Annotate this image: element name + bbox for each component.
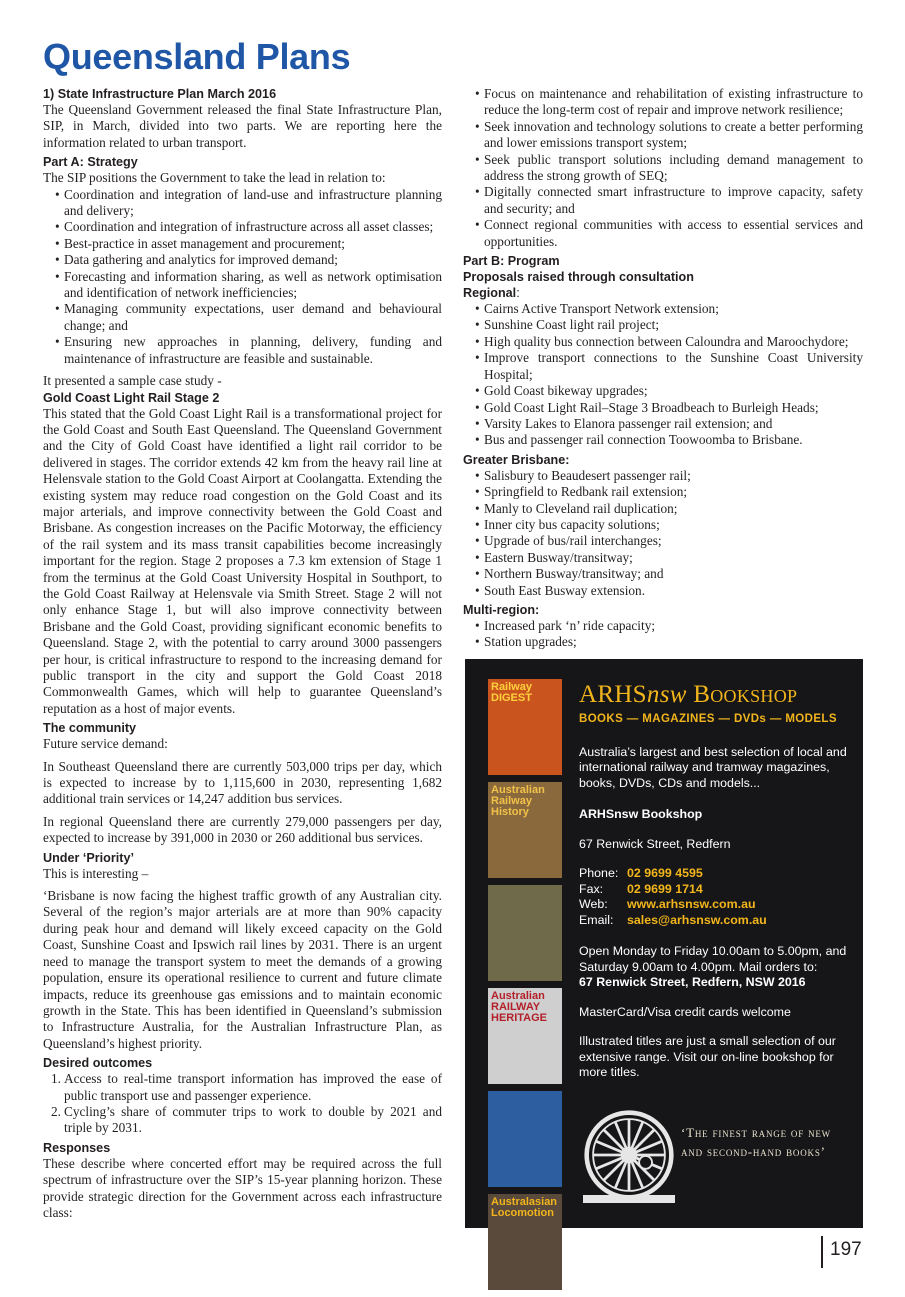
paragraph-interesting: This is interesting –: [43, 865, 149, 881]
contact-label: Fax:: [579, 881, 604, 896]
paragraph-gold-coast-light-rail: This stated that the Gold Coast Light Rail is a transformational project for the Gold Coast and South East Queensland. The Queensland Government and the City of Gold Coast have identified a light rail corridor to be delivered in stages. The corridor extends 42 km from the heavy rail line at Helensvale station to the Gold Coast Airport at Coolangatta. Extending the existing system may reduce road congestion on the Gold Coast and its major arterials, and improve connectivity between the Gold Coast and Brisbane. As congestion increases on the Pacific Motorway, the efficiency of the rail system and its mass transit capabilities become increasingly important for the region. Stage 2 proposes a 7.3 km extension of Stage 1 from the terminus at the Gold Coast University Hospital in Southport, to the Gold Coast Railway at Helensvale via Smith Street. Stage 2 will not only enhance Stage 1, but will also improve connectivity between Brisbane and the Gold Coast, providing significant economic benefits to Queensland. Stage 2, with the potential to carry around 3000 passengers per hour, is critical infrastructure to respond to the increasing demand for public transport in the city and support the Gold Coast 2018 Commonwealth Games, which will help to guarantee Queensland’s reputation as a host of major events.: [43, 405, 442, 716]
heading-part-a: Part A: Strategy: [43, 155, 138, 170]
ad-subtitle: BOOKS — MAGAZINES — DVDs — MODELS: [579, 713, 837, 725]
list-item: • Salisbury to Beaudesert passenger rail;: [463, 468, 863, 484]
heading-sip: 1) State Infrastructure Plan March 2016: [43, 87, 277, 101]
ad-title-part: ARHS: [579, 681, 647, 708]
ad-title-part: nsw: [646, 681, 687, 708]
heading-greater-brisbane: Greater Brisbane:: [463, 452, 570, 467]
list-item: • Increased park ‘n’ ride capacity;: [463, 618, 863, 634]
book-title: Railway DIGEST: [491, 681, 532, 704]
heading-community: The community: [43, 721, 137, 736]
strategy-list: [43, 187, 442, 367]
list-item: • Coordination and integration of land-use and infrastructure planning and delivery;: [43, 187, 442, 220]
ad-title: [579, 681, 851, 709]
list-number: 1.: [51, 1071, 61, 1087]
list-number: 2.: [51, 1103, 61, 1119]
heading-priority: Under ‘Priority’: [43, 850, 134, 865]
ad-text: [579, 681, 851, 1081]
heading-regional-colon: :: [516, 286, 520, 301]
heading-regional-text: Regional: [463, 286, 517, 301]
regional-list: [463, 301, 863, 449]
heading-desired-outcomes: Desired outcomes: [43, 1056, 153, 1071]
heading-proposals: Proposals raised through consultation: [463, 270, 694, 285]
contact-label: Email:: [579, 912, 614, 927]
phone-number[interactable]: 02 9699 4595: [627, 866, 703, 880]
list-item: • Bus and passenger rail connection Toowoomba to Brisbane.: [463, 432, 863, 448]
ad-quote: ‘The finest range of new and second-hand books’: [681, 1125, 831, 1159]
list-item: • Forecasting and information sharing, as well as network optimisation and identification of network inefficiencies;: [43, 269, 442, 302]
contact-fax: [579, 882, 851, 898]
contact-web: [579, 897, 851, 913]
list-item: • Sunshine Coast light rail project;: [463, 317, 863, 333]
book-covers: [488, 679, 562, 1297]
paragraph-seq-trips: In Southeast Queensland there are currently 503,000 trips per day, which is expected to increase by to 1,115,600 in 2030, representing 1,682 additional train services or 14,247 addition bus services.: [43, 758, 442, 807]
email-link[interactable]: sales@arhsnsw.com.au: [627, 912, 767, 927]
contact-phone: [579, 866, 851, 882]
wheel-nameplate: [583, 1195, 675, 1203]
list-item: • Gold Coast Light Rail–Stage 3 Broadbeach to Burleigh Heads;: [463, 400, 863, 416]
list-item: • Best-practice in asset management and procurement;: [43, 236, 442, 252]
list-item: • Data gathering and analytics for improved demand;: [43, 252, 442, 268]
website-link[interactable]: www.arhsnsw.com.au: [627, 897, 756, 911]
list-item: • Coordination and integration of infrastructure across all asset classes;: [43, 219, 442, 235]
heading-responses: Responses: [43, 1140, 111, 1155]
contact-email: [579, 913, 851, 929]
list-item: • Ensuring new approaches in planning, delivery, funding and maintenance of infrastructure are feasible and sustainable.: [43, 334, 442, 367]
list-item: • Improve transport connections to the Sunshine Coast University Hospital;: [463, 350, 863, 383]
heading-part-b: Part B: Program: [463, 254, 560, 269]
shop-name: ARHSnsw Bookshop: [579, 807, 703, 821]
selection-note: Illustrated titles are just a small selection of our extensive range. Visit our on-line bookshop for more titles.: [579, 1034, 836, 1079]
multi-region-list: [463, 618, 863, 651]
book-title: Australian RAILWAY HERITAGE: [491, 990, 548, 1024]
opening-hours: Open Monday to Friday 10.00am to 5.00pm, and Saturday 9.00am to 4.00pm. Mail orders to:: [579, 944, 847, 974]
paragraph-strategy-intro: The SIP positions the Government to take the lead in relation to:: [43, 170, 386, 186]
contact-label: Phone:: [579, 866, 619, 880]
heading-regional: [463, 285, 863, 301]
list-item: • Digitally connected smart infrastructure to improve capacity, safety and security; and: [463, 184, 863, 217]
list-item: [43, 1104, 442, 1137]
fax-number: 02 9699 1714: [627, 881, 703, 896]
page-title: Queensland Plans: [43, 36, 351, 77]
list-item: [43, 1071, 442, 1104]
book-cover: [488, 679, 562, 775]
book-title: Australian Railway History: [491, 784, 545, 818]
list-item: • Upgrade of bus/rail interchanges;: [463, 533, 863, 549]
locomotive-wheel-icon: [583, 1109, 675, 1201]
page-number-divider: [821, 1236, 823, 1268]
list-item: • Cairns Active Transport Network extension;: [463, 301, 863, 317]
book-cover: [488, 885, 562, 981]
responses-list: [463, 86, 863, 250]
list-item: • Springfield to Redbank rail extension;: [463, 484, 863, 500]
list-item: • Gold Coast bikeway upgrades;: [463, 383, 863, 399]
list-item: • Seek innovation and technology solutions to create a better performing and lower emissions transport system;: [463, 119, 863, 152]
contact-block: [579, 866, 851, 928]
heading-multi-region: Multi-region:: [463, 602, 540, 617]
list-text: Access to real-time transport information has improved the ease of public transport use and passenger experience.: [64, 1071, 442, 1103]
paragraph-future-demand: Future service demand:: [43, 736, 168, 752]
ad-title-part: Bookshop: [686, 681, 798, 708]
list-item: • South East Busway extension.: [463, 583, 863, 599]
list-item: • Focus on maintenance and rehabilitation of existing infrastructure to reduce the long-term cost of repair and improve network resilience;: [463, 86, 863, 119]
book-title: Australasian Locomotion: [491, 1196, 558, 1219]
list-item: • High quality bus connection between Caloundra and Maroochydore;: [463, 334, 863, 350]
right-column: [463, 86, 863, 651]
page-number: 197: [830, 1239, 862, 1260]
paragraph-priority-quote: ‘Brisbane is now facing the highest traffic growth of any Australian city. Several of the region’s major arterials are at more than 90% capacity during peak hour and demand will likely exceed capacity on the Gold Coast, Sunshine Coast and Ipswich rail lines by 2031. There is an urgent need to manage the transport system to meet the demands of a growing population, ensure its operational resilience to current and future climate impacts, reduce its greenhouse gas emissions and to maintain economic growth in the State. This has been identified in Queensland’s submission to Infrastructure Australia, for the Australian Infrastructure Plan, as Queensland’s highest priority.: [43, 888, 442, 1051]
paragraph-responses: These describe where concerted effort may be required across the full spectrum of infrastructure over the SIP’s 15-year planning horizon. These provide strategic direction for the Government across each infrastructure class:: [43, 1155, 442, 1220]
list-item: • Seek public transport solutions including demand management to address the strong growth of SEQ;: [463, 152, 863, 185]
contact-label: Web:: [579, 897, 608, 911]
outcomes-list: [43, 1071, 442, 1137]
list-item: • Connect regional communities with access to essential services and opportunities.: [463, 217, 863, 250]
heading-gold-coast-light-rail: Gold Coast Light Rail Stage 2: [43, 390, 220, 405]
book-cover: [488, 988, 562, 1084]
list-item: • Managing community expectations, user demand and behavioural change; and: [43, 301, 442, 334]
paragraph-regional-passengers: In regional Queensland there are currently 279,000 passengers per day, expected to increase by 391,000 in 2030 or 260 additional bus services.: [43, 813, 442, 846]
ad-intro: Australia’s largest and best selection of local and international railway and tramway magazines, books, DVDs, CDs and models...: [579, 744, 847, 790]
book-cover: [488, 782, 562, 878]
paragraph-sip-intro: The Queensland Government released the final State Infrastructure Plan, SIP, in March, divided into two parts. We are reporting here the information related to urban transport.: [43, 102, 442, 150]
cards-note: MasterCard/Visa credit cards welcome: [579, 1004, 791, 1019]
bookshop-advertisement: [465, 659, 863, 1228]
list-item: • Varsity Lakes to Elanora passenger rail extension; and: [463, 416, 863, 432]
paragraph-case-study: It presented a sample case study -: [43, 373, 222, 389]
mail-address: 67 Renwick Street, Redfern, NSW 2016: [579, 975, 806, 989]
book-cover: [488, 1194, 562, 1290]
list-item: • Inner city bus capacity solutions;: [463, 517, 863, 533]
list-item: • Station upgrades;: [463, 634, 863, 650]
left-column: [43, 86, 442, 1221]
list-item: • Eastern Busway/transitway;: [463, 550, 863, 566]
book-cover: [488, 1091, 562, 1187]
list-text: Cycling’s share of commuter trips to work to double by 2021 and triple by 2031.: [64, 1103, 442, 1136]
shop-address: 67 Renwick Street, Redfern: [579, 836, 731, 851]
list-item: • Manly to Cleveland rail duplication;: [463, 501, 863, 517]
list-item: • Northern Busway/transitway; and: [463, 566, 863, 582]
brisbane-list: [463, 468, 863, 599]
